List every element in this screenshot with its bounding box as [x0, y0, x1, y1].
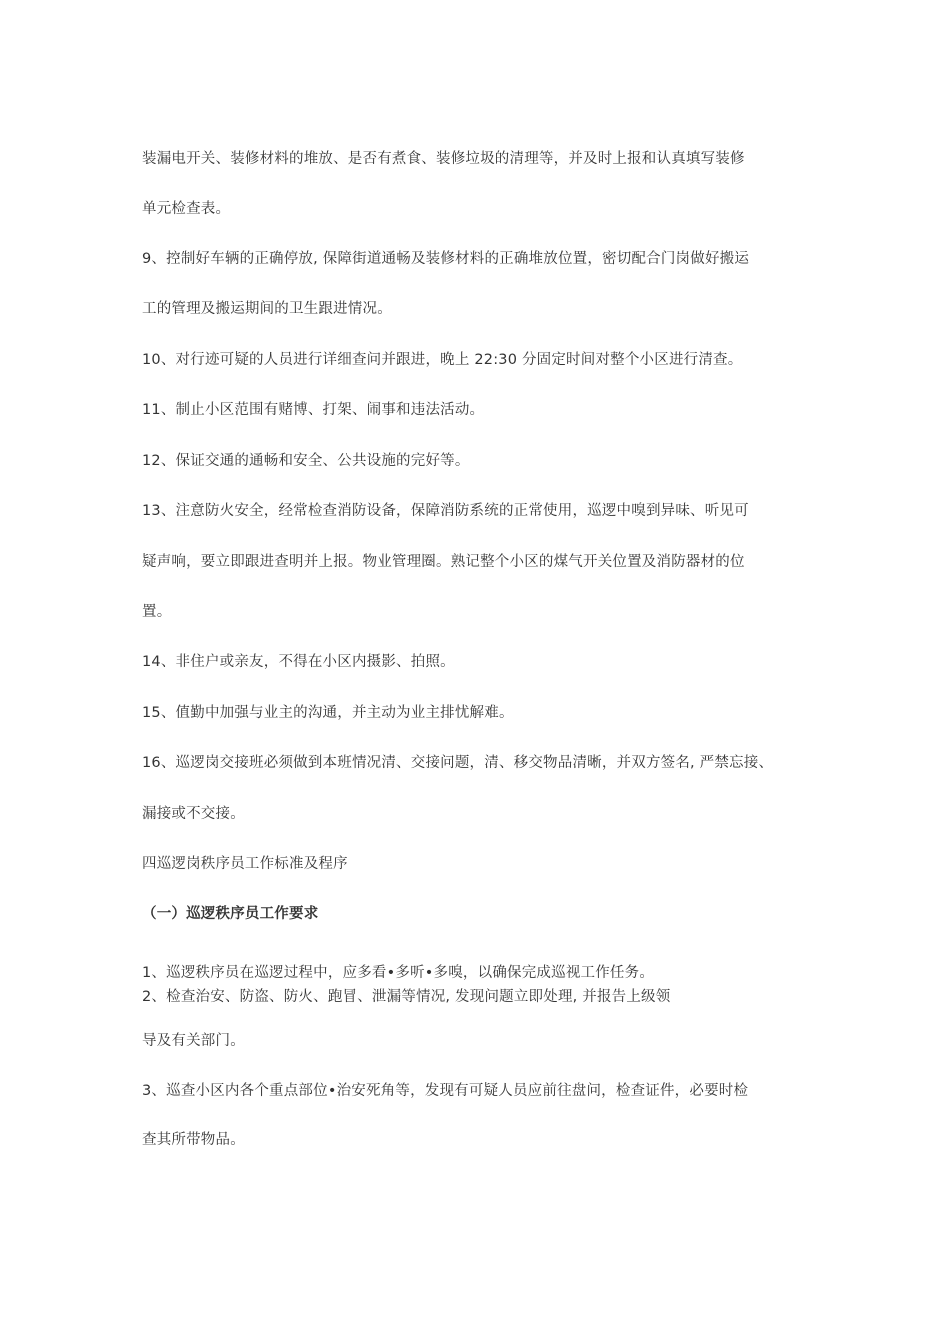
- list-item-15: 15、值勤中加强与业主的沟通，并主动为业主排忧解难。: [142, 705, 514, 721]
- list-item-11: 11、制止小区范围有赌博、打架、闹事和违法活动。: [142, 402, 485, 418]
- paragraph-line: 查其所带物品。: [142, 1132, 245, 1148]
- list-item-9: 9、控制好车辆的正确停放, 保障街道通畅及装修材料的正确堆放位置，密切配合门岗做好搬运: [142, 251, 750, 267]
- list-item-1: 1、巡逻秩序员在巡逻过程中，应多看•多听•多嗅，以确保完成巡视工作任务。: [142, 965, 655, 981]
- paragraph-line: 装漏电开关、装修材料的堆放、是否有煮食、装修垃圾的清理等，并及时上报和认真填写装修: [142, 151, 745, 167]
- paragraph-line: 工的管理及搬运期间的卫生跟进情况。: [142, 301, 392, 317]
- paragraph-line: 漏接或不交接。: [142, 806, 245, 822]
- paragraph-line: 疑声响，要立即跟进查明并上报。物业管理圈。熟记整个小区的煤气开关位置及消防器材的位: [142, 554, 745, 570]
- paragraph-line: 置。: [142, 604, 172, 620]
- list-item-16: 16、巡逻岗交接班必须做到本班情况清、交接问题，清、移交物品清晰，并双方签名, 严禁忘接、: [142, 755, 774, 771]
- list-item-12: 12、保证交通的通畅和安全、公共设施的完好等。: [142, 453, 470, 469]
- list-item-13: 13、注意防火安全，经常检查消防设备，保障消防系统的正常使用，巡逻中嗅到异味、听见可: [142, 503, 749, 519]
- paragraph-line: 单元检查表。: [142, 201, 231, 217]
- list-item-2: 2、检查治安、防盗、防火、跑冒、泄漏等情况, 发现问题立即处理, 并报告上级领: [142, 989, 671, 1005]
- subsection-heading: （一）巡逻秩序员工作要求: [142, 906, 319, 922]
- list-item-10: 10、对行迹可疑的人员进行详细查问并跟进，晚上 22:30 分固定时间对整个小区进行清查。: [142, 352, 743, 368]
- list-item-3: 3、巡查小区内各个重点部位•治安死角等，发现有可疑人员应前往盘问，检查证件，必要时检: [142, 1083, 749, 1099]
- list-item-14: 14、非住户或亲友，不得在小区内摄影、拍照。: [142, 654, 455, 670]
- section-heading: 四巡逻岗秩序员工作标准及程序: [142, 856, 348, 872]
- paragraph-line: 导及有关部门。: [142, 1033, 245, 1049]
